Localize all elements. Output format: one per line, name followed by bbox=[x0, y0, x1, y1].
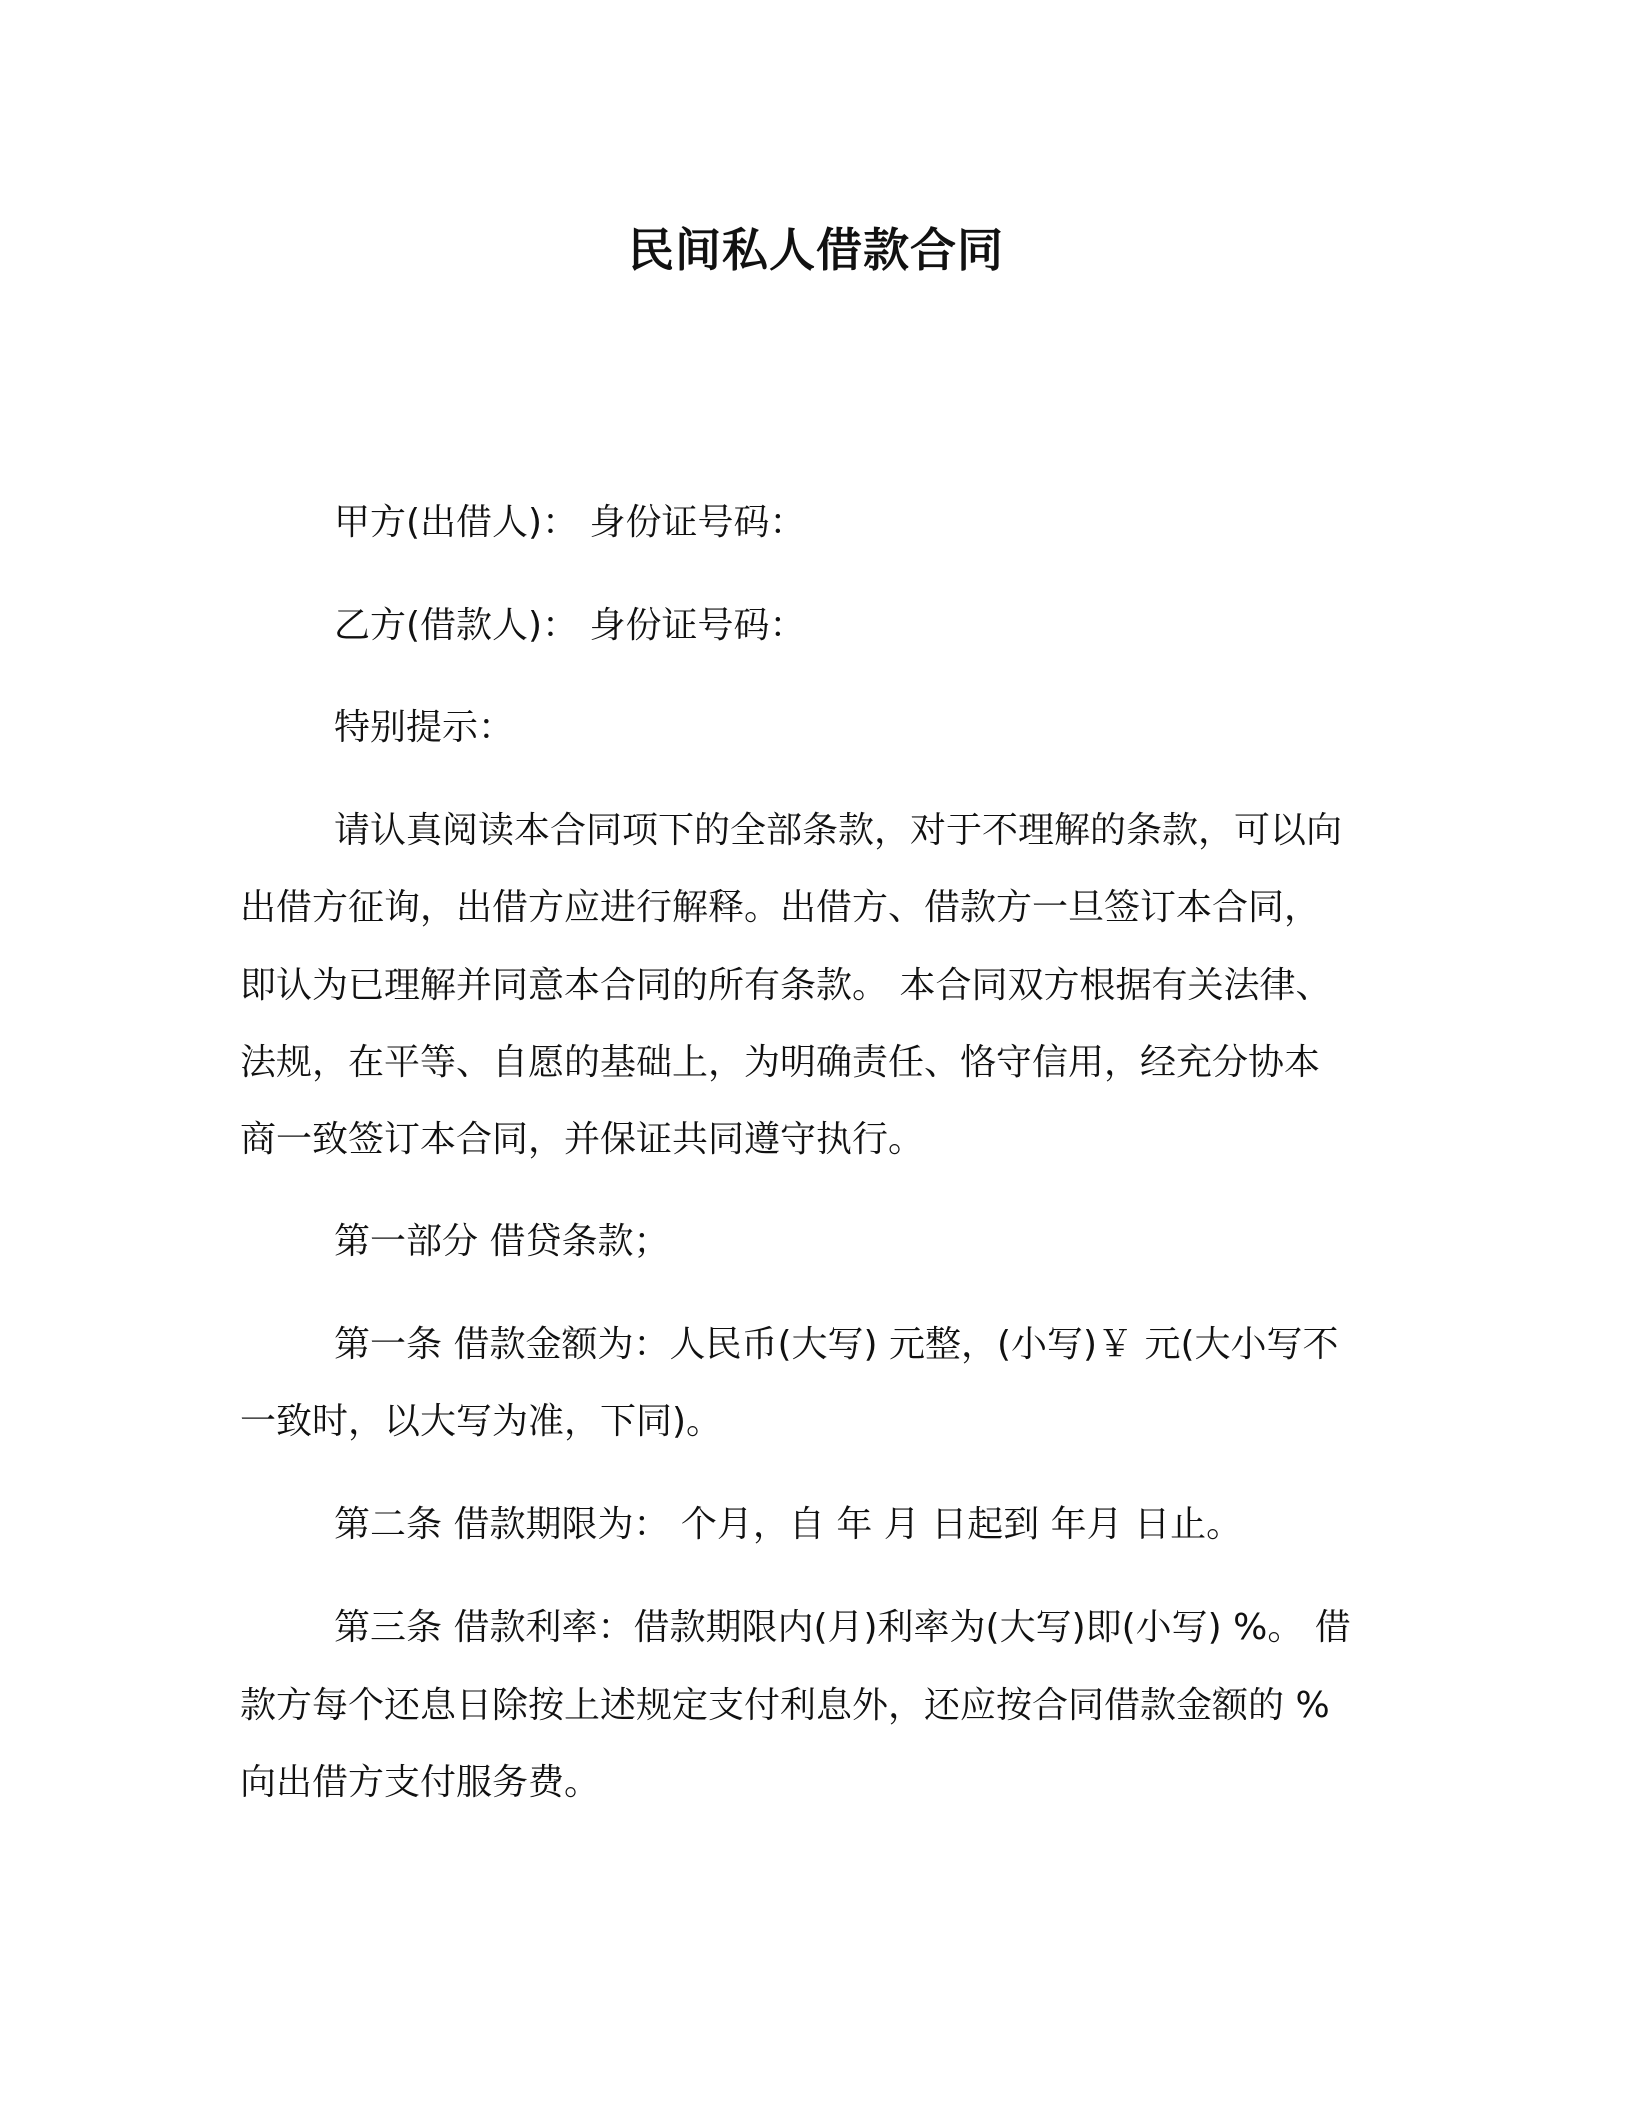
article-three-line: 第三条 借款利率：借款期限内(月)利率为(大写)即(小写) %。 借 bbox=[334, 1607, 1351, 1648]
party-a-line: 甲方(出借人)： 身份证号码： bbox=[334, 502, 806, 543]
part-one-heading: 第一部分 借贷条款； bbox=[334, 1221, 670, 1262]
article-two-line: 第二条 借款期限为： 个月，自 年 月 日起到 年月 日止。 bbox=[334, 1504, 1243, 1545]
article-three-line: 款方每个还息日除按上述规定支付利息外，还应按合同借款金额的 % bbox=[240, 1685, 1330, 1726]
article-three-line: 向出借方支付服务费。 bbox=[240, 1762, 601, 1803]
document-title: 民间私人借款合同 bbox=[628, 223, 1004, 277]
notice-paragraph-line: 出借方征询，出借方应进行解释。出借方、借款方一旦签订本合同， bbox=[240, 887, 1321, 928]
notice-paragraph-line: 即认为已理解并同意本合同的所有条款。 本合同双方根据有关法律、 bbox=[240, 965, 1332, 1006]
article-one-line: 第一条 借款金额为：人民币(大写) 元整，(小写)￥ 元(大小写不 bbox=[334, 1324, 1339, 1365]
party-b-line: 乙方(借款人)： 身份证号码： bbox=[334, 605, 806, 646]
article-one-line: 一致时，以大写为准，下同)。 bbox=[240, 1401, 723, 1442]
notice-paragraph-line: 请认真阅读本合同项下的全部条款，对于不理解的条款，可以向 bbox=[334, 810, 1343, 851]
notice-paragraph-line: 法规，在平等、自愿的基础上，为明确责任、恪守信用，经充分协本 bbox=[240, 1042, 1321, 1083]
special-notice-heading: 特别提示： bbox=[334, 707, 515, 748]
notice-paragraph-line: 商一致签订本合同，并保证共同遵守执行。 bbox=[240, 1119, 925, 1160]
